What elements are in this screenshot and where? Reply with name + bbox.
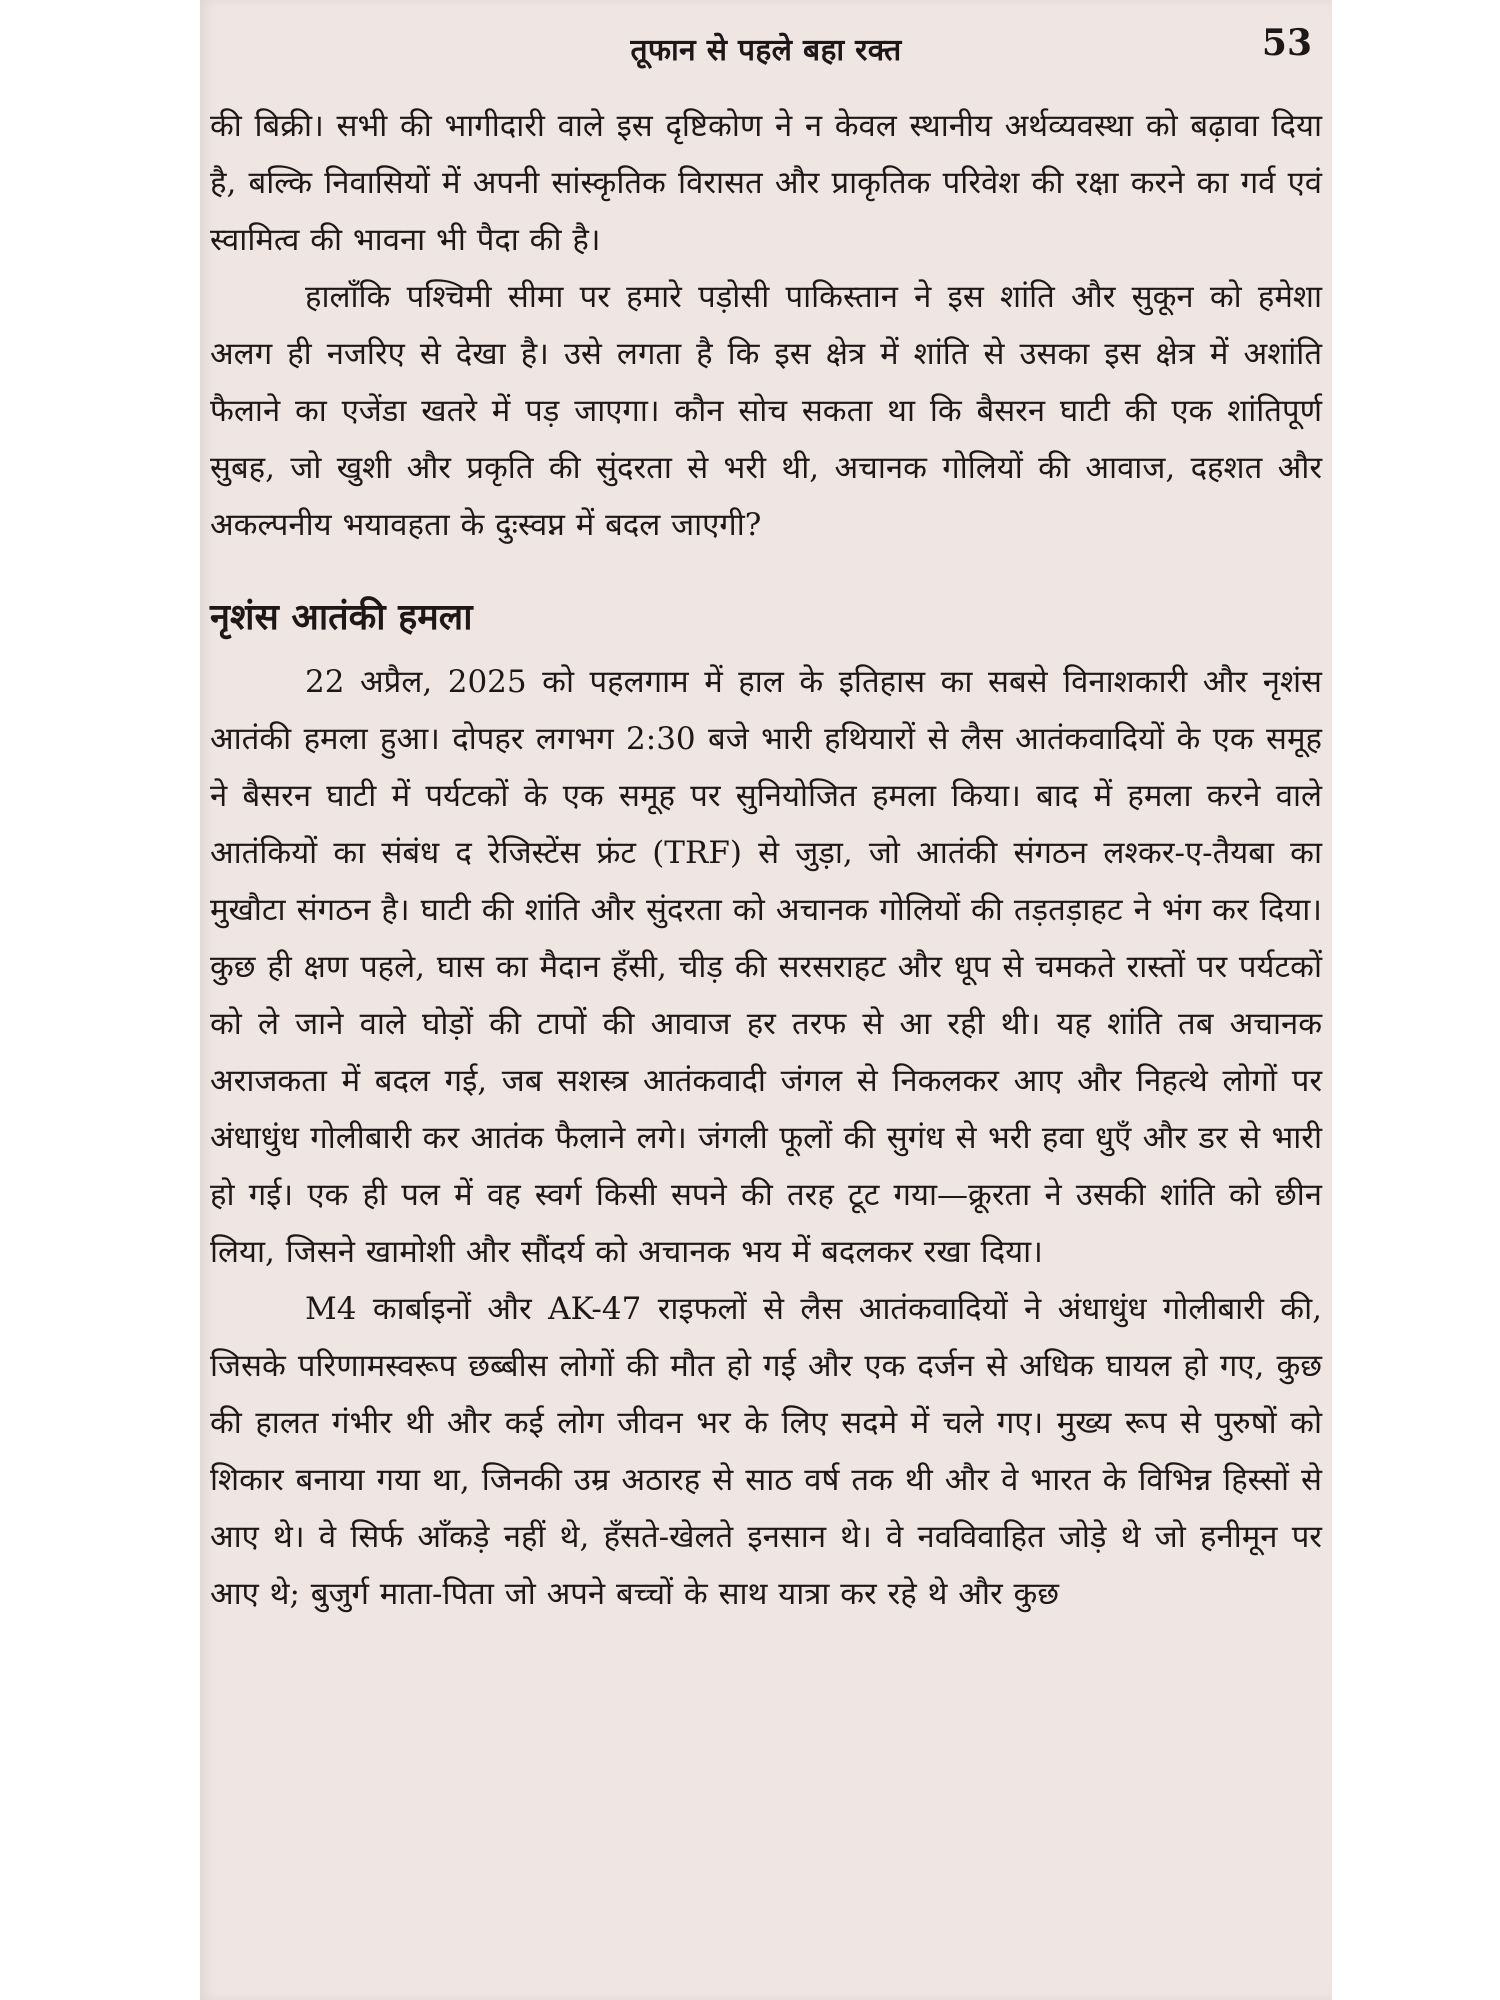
section-heading: नृशंस आतंकी हमला: [210, 596, 473, 638]
running-title: तूफान से पहले बहा रक्त: [630, 33, 902, 68]
running-head: [210, 0, 1322, 98]
page-number: 53: [1261, 22, 1312, 64]
paragraph-continued: की बिक्री। सभी की भागीदारी वाले इस दृष्टिकोण ने न केवल स्थानीय अर्थव्यवस्था को बढ़ावा दिया है, बल्कि निवासियों में अपनी सांस्कृतिक विरासत और प्राकृतिक परिवेश की रक्षा करने का गर्व एवं स्वामित्व की भावना भी पैदा की है।: [210, 108, 1322, 258]
text-column: [210, 0, 1322, 1623]
paragraph-attack-account: 22 अप्रैल, 2025 को पहलगाम में हाल के इतिहास का सबसे विनाशकारी और नृशंस आतंकी हमला हुआ। दोपहर लगभग 2:30 बजे भारी हथियारों से लैस आतंकवादियों के एक समूह ने बैसरन घाटी में पर्यटकों के एक समूह पर सुनियोजित हमला किया। बाद में हमला करने वाले आतंकियों का संबंध द रेजिस्टेंस फ्रंट (TRF) से जुड़ा, जो आतंकी संगठन लश्कर-ए-तैयबा का मुखौटा संगठन है। घाटी की शांति और सुंदरता को अचानक गोलियों की तड़तड़ाहट ने भंग कर दिया। कुछ ही क्षण पहले, घास का मैदान हँसी, चीड़ की सरसराहट और धूप से चमकते रास्तों पर पर्यटकों को ले जाने वाले घोड़ों की टापों की आवाज हर तरफ से आ रही थी। यह शांति तब अचानक अराजकता में बदल गई, जब सशस्त्र आतंकवादी जंगल से निकलकर आए और निहत्थे लोगों पर अंधाधुंध गोलीबारी कर आतंक फैलाने लगे। जंगली फूलों की सुगंध से भरी हवा धुएँ और डर से भारी हो गई। एक ही पल में वह स्वर्ग किसी सपने की तरह टूट गया—क्रूरता ने उसकी शांति को छीन लिया, जिसने खामोशी और सौंदर्य को अचानक भय में बदलकर रखा दिया।: [210, 664, 1322, 1270]
paragraph-pakistan-view: हालाँकि पश्चिमी सीमा पर हमारे पड़ोसी पाकिस्तान ने इस शांति और सुकून को हमेशा अलग ही नजरिए से देखा है। उसे लगता है कि इस क्षेत्र में शांति से उसका इस क्षेत्र में अशांति फैलाने का एजेंडा खतरे में पड़ जाएगा। कौन सोच सकता था कि बैसरन घाटी की एक शांतिपूर्ण सुबह, जो खुशी और प्रकृति की सुंदरता से भरी थी, अचानक गोलियों की आवाज, दहशत और अकल्पनीय भयावहता के दुःस्वप्न में बदल जाएगी?: [210, 279, 1322, 543]
book-page: [200, 0, 1332, 2000]
paragraph-casualties: M4 कार्बाइनों और AK-47 राइफलों से लैस आतंकवादियों ने अंधाधुंध गोलीबारी की, जिसके परिणामस्वरूप छब्बीस लोगों की मौत हो गई और एक दर्जन से अधिक घायल हो गए, कुछ की हालत गंभीर थी और कई लोग जीवन भर के लिए सदमे में चले गए। मुख्य रूप से पुरुषों को शिकार बनाया गया था, जिनकी उम्र अठारह से साठ वर्ष तक थी और वे भारत के विभिन्न हिस्सों से आए थे। वे सिर्फ आँकड़े नहीं थे, हँसते-खेलते इनसान थे। वे नवविवाहित जोड़े थे जो हनीमून पर आए थे; बुजुर्ग माता-पिता जो अपने बच्चों के साथ यात्रा कर रहे थे और कुछ: [210, 1291, 1322, 1612]
